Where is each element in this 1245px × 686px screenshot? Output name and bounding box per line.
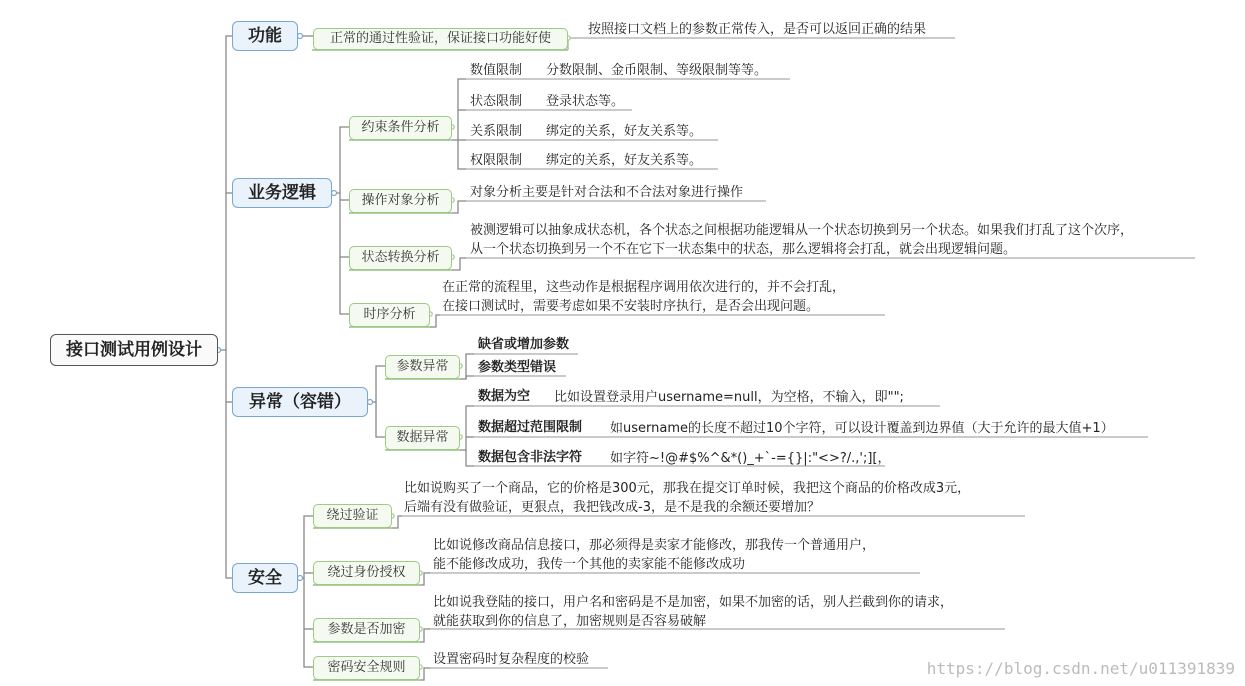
leaf-password-desc: 设置密码时复杂程度的校验 — [433, 652, 590, 667]
leaf-object-analysis-desc: 对象分析主要是针对合法和不合法对象进行操作 — [470, 185, 744, 200]
leaf-timing-line1: 在正常的流程里，这些动作是根据程序调用依次进行的，并不会打乱， — [442, 280, 846, 295]
leaf-permission-limit-desc: 绑定的关系，好友关系等。 — [546, 153, 703, 168]
leaf-timing-line2: 在接口测试时，需要考虑如果不安装时序执行，是否会出现问题。 — [442, 299, 820, 314]
branch-functional[interactable]: 功能 — [232, 21, 298, 51]
node-timing-analysis[interactable]: 时序分析 — [349, 303, 430, 327]
leaf-bypass-line2: 后端有没有做验证，更狠点，我把钱改成-3，是不是我的余额还要增加？ — [404, 500, 820, 515]
leaf-data-empty-name: 数据为空 — [478, 389, 531, 404]
leaf-data-illegal-chars-desc: 如字符~!@#$%^&*()_+`-={}|:"<>?/.,';][， — [610, 451, 891, 466]
node-param-exception[interactable]: 参数异常 — [385, 355, 460, 379]
leaf-missing-extra-param: 缺省或增加参数 — [478, 337, 570, 352]
leaf-data-illegal-chars-name: 数据包含非法字符 — [478, 450, 583, 465]
leaf-param-type-error: 参数类型错误 — [478, 360, 557, 375]
node-param-encryption[interactable]: 参数是否加密 — [313, 618, 420, 642]
watermark: https://blog.csdn.net/u011391839 — [926, 659, 1235, 678]
node-password-rules[interactable]: 密码安全规则 — [313, 656, 420, 680]
branch-security[interactable]: 安全 — [232, 563, 298, 593]
leaf-auth-line2: 能不能修改成功，我传一个其他的卖家能不能修改成功 — [433, 557, 746, 572]
leaf-data-out-of-range-name: 数据超过范围限制 — [478, 420, 583, 435]
branch-exception[interactable]: 异常（容错） — [232, 387, 368, 417]
leaf-bypass-line1: 比如说购买了一个商品，它的价格是300元，那我在提交订单时候，我把这个商品的价格改成3元， — [404, 481, 971, 496]
leaf-permission-limit-name: 权限限制 — [470, 153, 523, 168]
leaf-value-limit-name: 数值限制 — [470, 63, 523, 78]
branch-business-logic[interactable]: 业务逻辑 — [232, 178, 332, 208]
node-normal-pass-verify[interactable]: 正常的通过性验证，保证接口功能好使 — [313, 28, 568, 50]
node-state-transition[interactable]: 状态转换分析 — [349, 246, 452, 270]
node-bypass-auth[interactable]: 绕过身份授权 — [313, 561, 420, 585]
leaf-relation-limit-name: 关系限制 — [470, 124, 523, 139]
node-object-analysis[interactable]: 操作对象分析 — [349, 189, 452, 213]
leaf-state-limit-name: 状态限制 — [470, 94, 523, 109]
leaf-encrypt-line2: 就能获取到你的信息了，加密规则是否容易破解 — [433, 614, 707, 629]
leaf-encrypt-line1: 比如说我登陆的接口，用户名和密码是不是加密，如果不加密的话，别人拦截到你的请求， — [433, 595, 954, 610]
leaf-auth-line1: 比如说修改商品信息接口，那必须得是卖家才能修改，那我传一个普通用户， — [433, 538, 876, 553]
node-data-exception[interactable]: 数据异常 — [385, 426, 460, 450]
leaf-state-transition-line2: 从一个状态切换到另一个不在它下一状态集中的状态，那么逻辑将会打乱，就会出现逻辑问题。 — [470, 242, 1017, 257]
leaf-value-limit-desc: 分数限制、金币限制、等级限制等等。 — [546, 63, 768, 78]
node-constraint-analysis[interactable]: 约束条件分析 — [349, 116, 452, 140]
leaf-state-limit-desc: 登录状态等。 — [546, 94, 625, 109]
node-bypass-verify[interactable]: 绕过验证 — [313, 504, 392, 528]
leaf-normal-pass-desc: 按照接口文档上的参数正常传入，是否可以返回正确的结果 — [588, 22, 927, 37]
leaf-data-empty-desc: 比如设置登录用户username=null，为空格，不输入，即""; — [554, 390, 904, 405]
leaf-data-out-of-range-desc: 如username的长度不超过10个字符，可以设计覆盖到边界值（大于允许的最大值+1） — [610, 421, 1114, 436]
leaf-state-transition-line1: 被测逻辑可以抽象成状态机，各个状态之间根据功能逻辑从一个状态切换到另一个状态。如果我们打乱了这个次序， — [470, 223, 1134, 238]
root-node[interactable]: 接口测试用例设计 — [50, 334, 218, 366]
leaf-relation-limit-desc: 绑定的关系，好友关系等。 — [546, 124, 703, 139]
